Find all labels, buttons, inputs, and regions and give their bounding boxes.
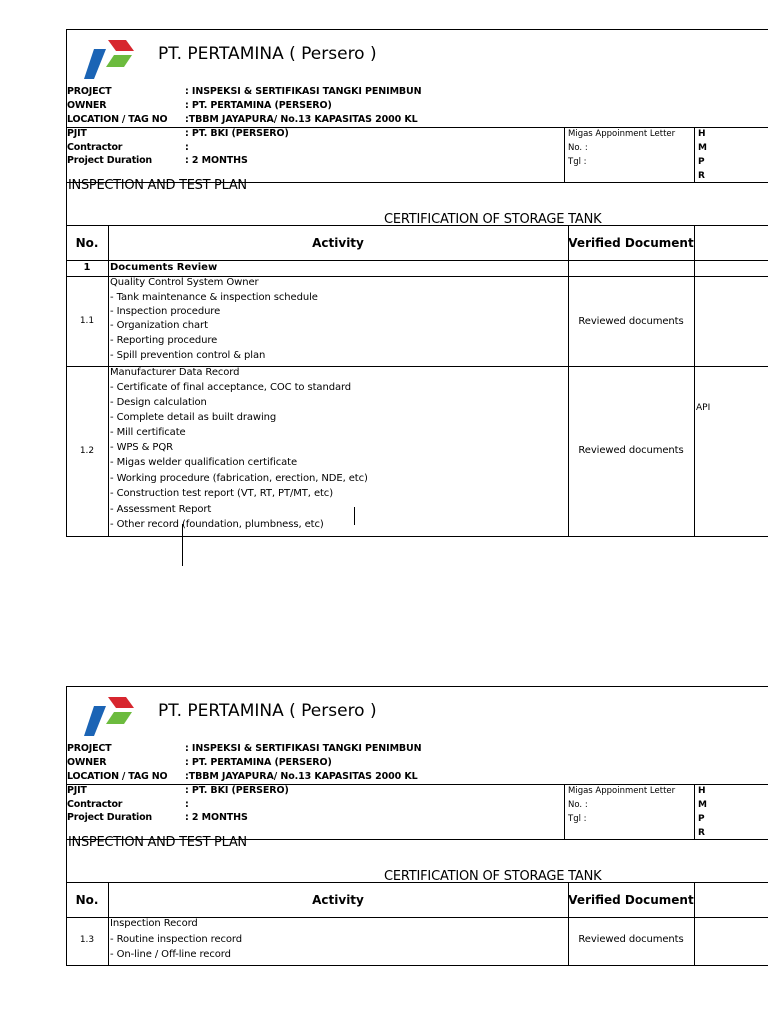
section-title: Documents Review — [110, 262, 218, 273]
pjit-value: : PT. BKI (PERSERO) — [185, 128, 289, 139]
project-value: : INSPEKSI & SERTIFIKASI TANGKI PENIMBUN — [185, 743, 422, 754]
pjit-label: PJIT — [67, 785, 87, 796]
activity-line: - Organization chart — [110, 320, 208, 331]
contractor-value: : — [185, 142, 189, 153]
activity-line: Quality Control System Owner — [110, 277, 259, 288]
itp-sheet-2 — [66, 686, 768, 966]
activity-line: Manufacturer Data Record — [110, 367, 240, 378]
header-activity: Activity — [312, 893, 364, 907]
activity-line: - Inspection procedure — [110, 306, 221, 317]
contractor-value: : — [185, 799, 189, 810]
owner-value: : PT. PERTAMINA (PERSERO) — [185, 100, 332, 111]
duration-value: : 2 MONTHS — [185, 155, 248, 166]
verified-cell: Reviewed documents — [578, 445, 684, 456]
side-letter: M — [698, 143, 707, 153]
verified-cell: Reviewed documents — [578, 934, 684, 945]
owner-label: OWNER — [67, 757, 107, 768]
pjit-value: : PT. BKI (PERSERO) — [185, 785, 289, 796]
side-letter: M — [698, 800, 707, 810]
migas-no: No. : — [568, 800, 588, 810]
side-letter: P — [698, 814, 705, 824]
duration-value: : 2 MONTHS — [185, 812, 248, 823]
header-no: No. — [75, 893, 99, 907]
section-number: 1 — [83, 262, 91, 273]
migas-no: No. : — [568, 143, 588, 153]
project-value: : INSPEKSI & SERTIFIKASI TANGKI PENIMBUN — [185, 86, 422, 97]
activity-line: - Mill certificate — [110, 427, 186, 438]
cert-title: CERTIFICATION OF STORAGE TANK — [384, 212, 602, 227]
activity-line: - WPS & PQR — [110, 442, 173, 453]
activity-line: - Construction test report (VT, RT, PT/MT, etc) — [110, 488, 334, 499]
activity-line: - Tank maintenance & inspection schedule — [110, 292, 318, 303]
activity-line: - Complete detail as built drawing — [110, 412, 277, 423]
pertamina-logo — [78, 37, 140, 83]
location-value: :TBBM JAYAPURA/ No.13 KAPASITAS 2000 KL — [185, 771, 418, 782]
header-no: No. — [75, 236, 99, 250]
side-letter: H — [698, 786, 706, 796]
owner-value: : PT. PERTAMINA (PERSERO) — [185, 757, 332, 768]
activity-line: - Certificate of final acceptance, COC to standard — [110, 382, 352, 393]
company-name: PT. PERTAMINA ( Persero ) — [158, 44, 377, 64]
side-letter: R — [698, 171, 705, 181]
company-name: PT. PERTAMINA ( Persero ) — [158, 701, 377, 721]
contractor-label: Contractor — [67, 142, 123, 153]
location-value: :TBBM JAYAPURA/ No.13 KAPASITAS 2000 KL — [185, 114, 418, 125]
activity-line: - Design calculation — [110, 397, 207, 408]
itp-title: INSPECTION AND TEST PLAN — [68, 178, 247, 193]
side-letter: P — [698, 157, 705, 167]
activity-line: Inspection Record — [110, 918, 198, 929]
activity-line: - Working procedure (fabrication, erection, NDE, etc) — [110, 473, 368, 484]
cert-title: CERTIFICATION OF STORAGE TANK — [384, 869, 602, 884]
contractor-label: Contractor — [67, 799, 123, 810]
duration-label: Project Duration — [67, 812, 152, 823]
row-number: 1.1 — [79, 316, 95, 326]
side-letter: R — [698, 828, 705, 838]
activity-line: - Spill prevention control & plan — [110, 350, 266, 361]
header-verified: Verified Document — [568, 893, 694, 907]
side-letter: H — [698, 129, 706, 139]
row-number: 1.2 — [79, 446, 95, 456]
pertamina-logo — [78, 694, 140, 740]
row-number: 1.3 — [79, 935, 95, 945]
location-label: LOCATION / TAG NO — [67, 114, 168, 125]
activity-line: - Assessment Report — [110, 504, 212, 515]
activity-line: - Routine inspection record — [110, 934, 243, 945]
header-activity: Activity — [312, 236, 364, 250]
verified-cell: Reviewed documents — [578, 316, 684, 327]
activity-line: - Reporting procedure — [110, 335, 218, 346]
project-label: PROJECT — [67, 743, 112, 754]
header-verified: Verified Document — [568, 236, 694, 250]
extra-cell: API — [696, 403, 711, 413]
migas-title: Migas Appoinment Letter — [568, 129, 676, 139]
activity-line: - On-line / Off-line record — [110, 949, 231, 960]
location-label: LOCATION / TAG NO — [67, 771, 168, 782]
pjit-label: PJIT — [67, 128, 87, 139]
activity-line: - Other record (foundation, plumbness, etc) — [110, 519, 324, 530]
migas-tgl: Tgl : — [568, 814, 587, 824]
duration-label: Project Duration — [67, 155, 152, 166]
itp-title: INSPECTION AND TEST PLAN — [68, 835, 247, 850]
migas-title: Migas Appoinment Letter — [568, 786, 676, 796]
owner-label: OWNER — [67, 100, 107, 111]
itp-sheet-1 — [66, 29, 768, 537]
project-label: PROJECT — [67, 86, 112, 97]
migas-tgl: Tgl : — [568, 157, 587, 167]
activity-line: - Migas welder qualification certificate — [110, 457, 298, 468]
